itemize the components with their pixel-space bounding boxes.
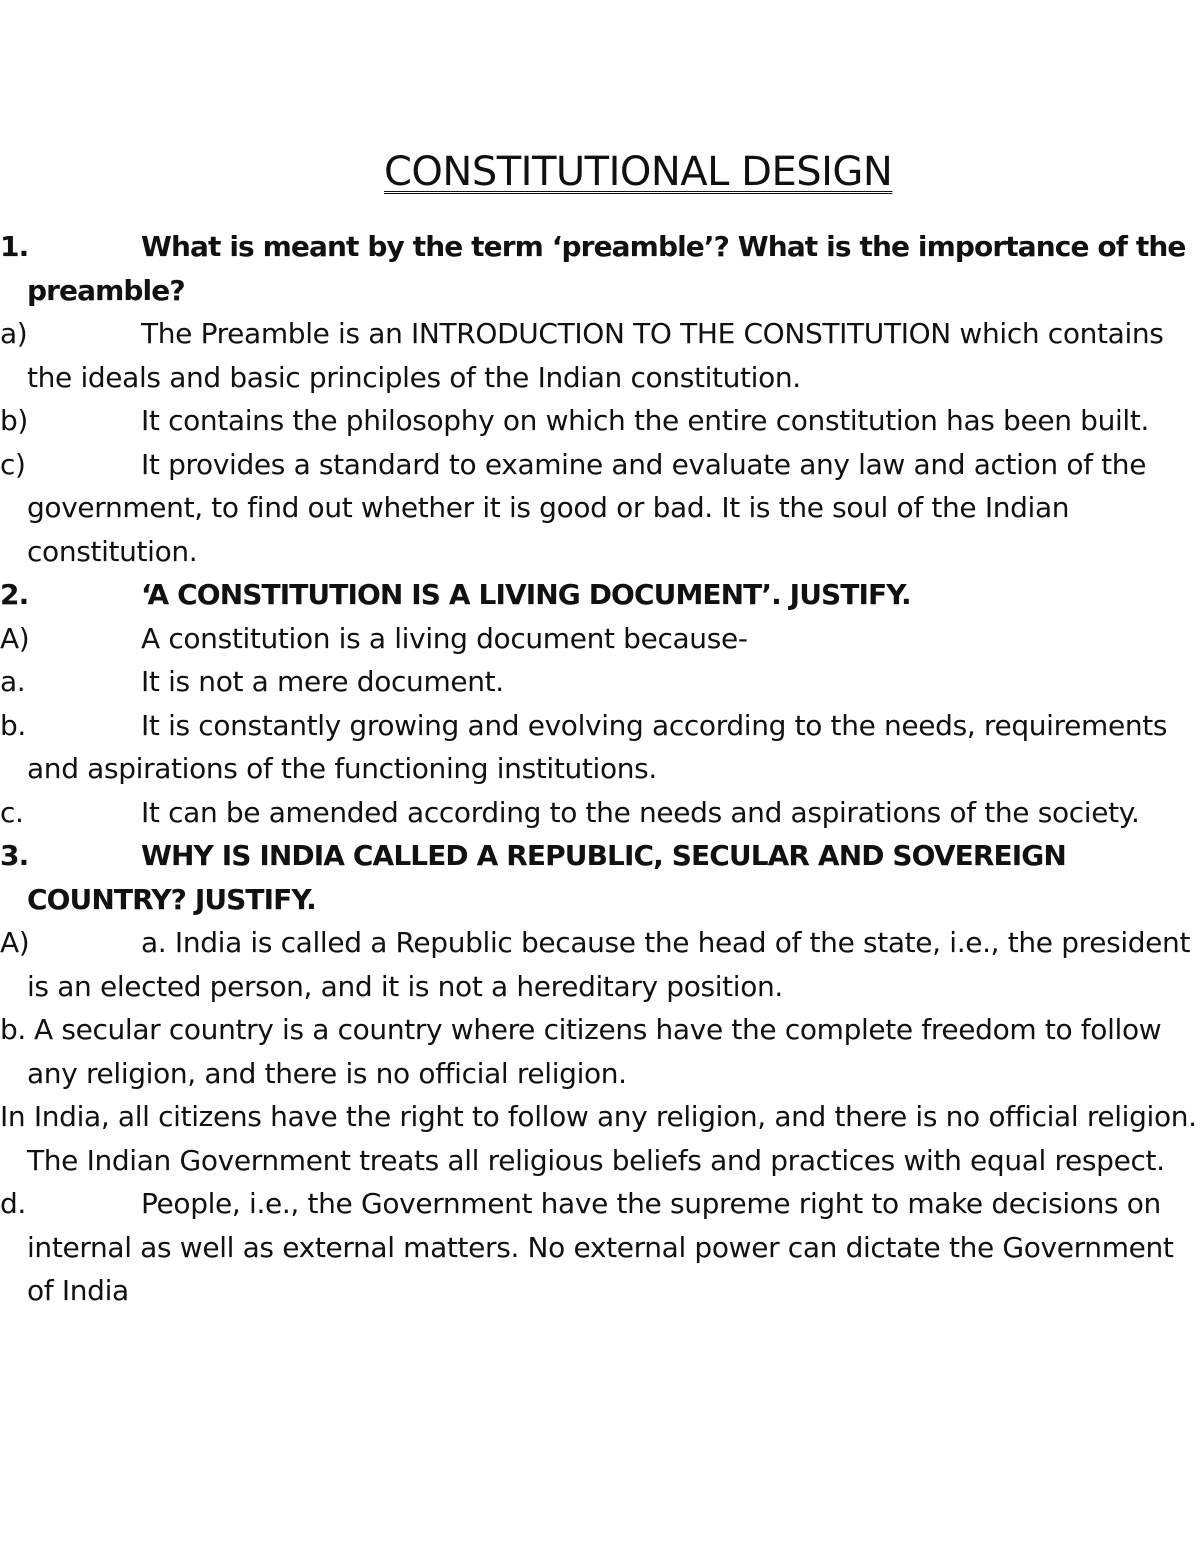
item-marker: b. (0, 708, 26, 742)
answer-1a (0, 312, 1200, 399)
answer-3d (0, 1182, 1200, 1313)
item-text: What is meant by the term ‘preamble’? What is the importance of the preamble? (27, 230, 1186, 307)
item-text: a. India is called a Republic because the head of the state, i.e., the president is an elected person, and it is not a hereditary position. (27, 926, 1191, 1003)
answer-2 (0, 617, 1200, 661)
item-text: It provides a standard to examine and evaluate any law and action of the government, to find out whether it is good or bad. It is the soul of the Indian constitution. (27, 447, 1147, 568)
item-marker: b) (0, 404, 28, 437)
item-marker: c) (0, 447, 26, 481)
item-marker: 3. (0, 839, 29, 872)
answer-2b (0, 704, 1200, 791)
item-marker: A) (0, 621, 30, 655)
answer-1b (0, 399, 1200, 443)
answer-2c (0, 791, 1200, 835)
question-2 (0, 573, 1200, 617)
document-title: CONSTITUTIONAL DESIGN (384, 149, 893, 195)
item-text: People, i.e., the Government have the supreme right to make decisions on internal as well as external matters. No external power can dictate the Government of India (27, 1187, 1174, 1307)
item-text: The Preamble is an INTRODUCTION TO THE CONSTITUTION which contains the ideals and basic principles of the Indian constitution. (27, 317, 1164, 394)
answer-3a (0, 921, 1200, 1008)
item-marker: a) (0, 317, 28, 350)
item-text: It is constantly growing and evolving according to the needs, requirements and aspirations of the functioning institutions. (27, 708, 1168, 785)
answer-1c (0, 443, 1200, 574)
item-text: In India, all citizens have the right to follow any religion, and there is no official religion. The Indian Government treats all religious beliefs and practices with equal respect. (0, 1100, 1197, 1177)
question-1 (0, 225, 1200, 312)
answer-2a (0, 660, 1200, 704)
item-text: It can be amended according to the needs and aspirations of the society. (141, 795, 1140, 829)
item-text: A secular country is a country where citizens have the complete freedom to follow any religion, and there is no official religion. (27, 1013, 1162, 1090)
item-text: It is not a mere document. (141, 665, 504, 698)
answer-3b-continued (0, 1095, 1200, 1182)
item-marker: a. (0, 665, 26, 698)
question-3 (0, 834, 1200, 921)
item-text: WHY IS INDIA CALLED A REPUBLIC, SECULAR AND SOVEREIGN COUNTRY? JUSTIFY. (27, 839, 1066, 916)
answer-3b (0, 1008, 1200, 1095)
item-marker: b. (0, 1013, 26, 1046)
item-marker: 1. (0, 230, 29, 263)
document-body (0, 225, 1200, 1313)
item-marker: A) (0, 926, 30, 959)
item-text: It contains the philosophy on which the entire constitution has been built. (141, 404, 1150, 437)
item-marker: c. (0, 795, 24, 829)
item-marker: 2. (0, 578, 29, 611)
item-text: A constitution is a living document because- (141, 621, 748, 655)
item-text: ‘A CONSTITUTION IS A LIVING DOCUMENT’. JUSTIFY. (141, 578, 911, 611)
item-marker: d. (0, 1187, 26, 1220)
